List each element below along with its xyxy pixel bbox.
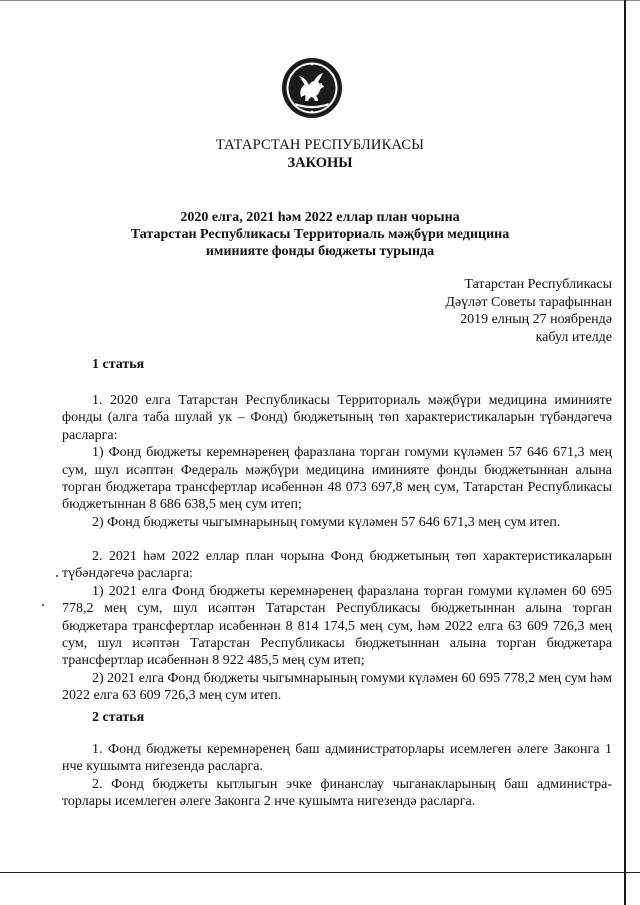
- scan-top-edge: [0, 0, 640, 1]
- article-1-part-1: [62, 392, 612, 531]
- scan-right-edge: [624, 0, 626, 905]
- article-2-body: [62, 741, 612, 811]
- article-2-item-2: 2. Фонд бюджеты кытлыгын эчке финанслау чыганакларының баш администра- торлары исемлеген әлеге Законга 2 нче кушымта нигезендә расларга.: [62, 776, 612, 810]
- article-1-item-2-2: 2) 2021 елга Фонд бюджеты чыгымнарының гомуми күләмен 60 695 778,2 мең сум һәм 2022 елга 63 609 726,3 мең сум итеп.: [62, 670, 612, 704]
- tatarstan-coat-of-arms-icon: [281, 57, 343, 119]
- adoption-line-3: 2019 елның 27 ноябрендә: [460, 312, 612, 327]
- document-title-line-2: Татарстан Республикасы Территориаль мәҗбүри медицина: [130, 227, 510, 242]
- scan-speck: [42, 604, 44, 606]
- article-1-item-1: 1. 2020 елга Татарстан Республикасы Территориаль мәҗбүри медицина иминияте фонды (алга таба шулай ук – Фонд) бюджетының төп характеристикаларын түбәндәгечә расларга:: [62, 393, 612, 443]
- law-label: ЗАКОНЫ: [287, 155, 353, 171]
- document-title-line-3: иминияте фонды бюджеты турында: [205, 244, 435, 259]
- scan-bottom-edge: [0, 872, 640, 873]
- article-1-item-1-2: 2) Фонд бюджеты чыгымнарының гомуми күләмен 57 646 671,3 мең сум итеп.: [92, 514, 561, 530]
- adoption-line-4: кабул ителде: [535, 329, 612, 345]
- adoption-note: [445, 276, 612, 346]
- article-1-item-1-1: 1) Фонд бюджеты керемнәренең фаразлана торган гомуми күләмен 57 646 671,3 мең сум, шул исәптән Федераль мәҗбүри медицина иминияте фонды бюджетыннан алына торган бюджетара трансфертлар исәбеннән 48 073 697,8 мең сум, Татарстан Республикасы бюджетыннан 8 686 638,5 мең сум итеп;: [62, 445, 612, 513]
- adoption-line-2: Дәүләт Советы тарафыннан: [445, 294, 612, 310]
- article-2-heading: 2 статья: [92, 710, 145, 725]
- adoption-line-1: Татарстан Республикасы: [464, 277, 612, 292]
- article-1-item-2: 2. 2021 һәм 2022 еллар план чорына Фонд бюджетының төп характеристикаларын түбәндәгечә расларга:: [62, 549, 612, 582]
- document-title-line-1: 2020 елга, 2021 һәм 2022 еллар план чорына: [180, 210, 460, 225]
- scan-speck: [56, 575, 58, 577]
- article-1-part-2: [62, 548, 612, 705]
- article-1-item-2-1: 1) 2021 елга Фонд бюджеты керемнәренең фаразлана торган гомуми күләмен 60 695 778,2 мең сум, шул исәптән Татарстан Республикасы бюджетыннан алына торган бюджетара трансфертлар исәбеннән 8 814 174,5 мең сум, һәм 2022 елга 63 609 726,3 мең сум, шул исәптән Татарстан Республикасы бюджетыннан алына торган бюджетара трансфертлар исәбеннән 8 922 485,5 мең сум итеп;: [62, 583, 612, 669]
- article-1-heading: 1 статья: [92, 357, 145, 372]
- article-2-item-1: 1. Фонд бюджеты керемнәренең баш администраторлары исемлеген әлеге Законга 1 нче кушымта нигезендә расларга.: [62, 742, 612, 775]
- republic-name: ТАТАРСТАН РЕСПУБЛИКАСЫ: [215, 137, 425, 153]
